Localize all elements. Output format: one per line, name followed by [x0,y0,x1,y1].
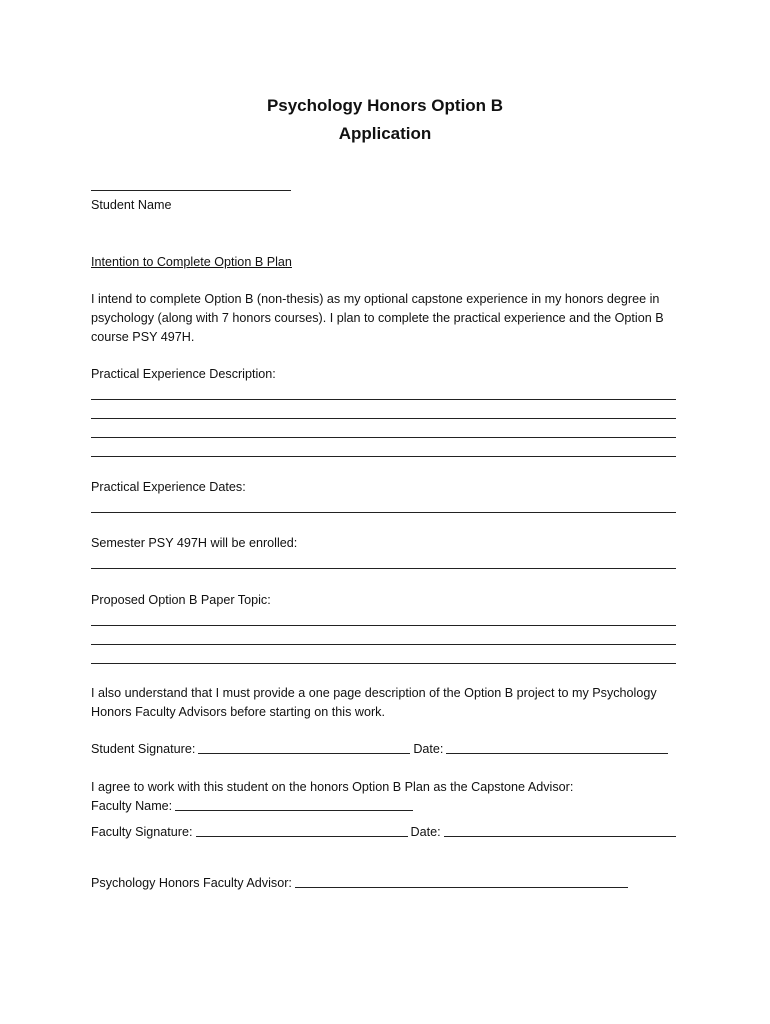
practical-description-field-line-2[interactable] [91,418,676,419]
faculty-signature-label: Faculty Signature: [91,825,193,839]
practical-description-field-line-3[interactable] [91,437,676,438]
practical-description-field-line-4[interactable] [91,456,676,457]
faculty-signature-row [91,824,679,840]
faculty-name-row [91,798,416,814]
practical-description-label: Practical Experience Description: [91,367,276,381]
student-name-field[interactable] [91,190,291,191]
form-title-line-2: Application [338,124,432,143]
paper-topic-field-line-2[interactable] [91,644,676,645]
student-date-field[interactable] [446,752,668,754]
student-date-label: Date: [413,742,444,756]
semester-field[interactable] [91,568,676,569]
paper-topic-field-line-1[interactable] [91,625,676,626]
intent-paragraph-line-3: course PSY 497H. [91,330,195,344]
student-signature-row [91,741,671,757]
student-signature-label: Student Signature: [91,742,196,756]
understand-paragraph-line-2: Honors Faculty Advisors before starting on this work. [91,705,385,719]
practical-dates-label: Practical Experience Dates: [91,480,246,494]
agree-text: I agree to work with this student on the honors Option B Plan as the Capstone Advisor: [91,780,574,794]
student-signature-field[interactable] [198,752,410,754]
form-title-line-1: Psychology Honors Option B [266,96,504,115]
practical-dates-field[interactable] [91,512,676,513]
semester-label: Semester PSY 497H will be enrolled: [91,536,298,550]
advisor-row [91,875,631,891]
understand-paragraph-line-1: I also understand that I must provide a one page description of the Option B project to my Psychology [91,686,657,700]
practical-description-field-line-1[interactable] [91,399,676,400]
paper-topic-field-line-3[interactable] [91,663,676,664]
faculty-signature-field[interactable] [196,835,408,837]
faculty-name-label: Faculty Name: [91,799,173,813]
faculty-date-label: Date: [410,825,441,839]
faculty-name-field[interactable] [175,809,413,811]
advisor-label: Psychology Honors Faculty Advisor: [91,876,292,890]
section-heading: Intention to Complete Option B Plan [91,255,292,269]
faculty-date-field[interactable] [444,835,676,837]
intent-paragraph-line-1: I intend to complete Option B (non-thesis) as my optional capstone experience in my honors degree in [91,292,660,306]
advisor-field[interactable] [295,886,628,888]
paper-topic-label: Proposed Option B Paper Topic: [91,593,271,607]
student-name-label: Student Name [91,198,172,212]
intent-paragraph-line-2: psychology (along with 7 honors courses). I plan to complete the practical experience and the Option B [91,311,664,325]
